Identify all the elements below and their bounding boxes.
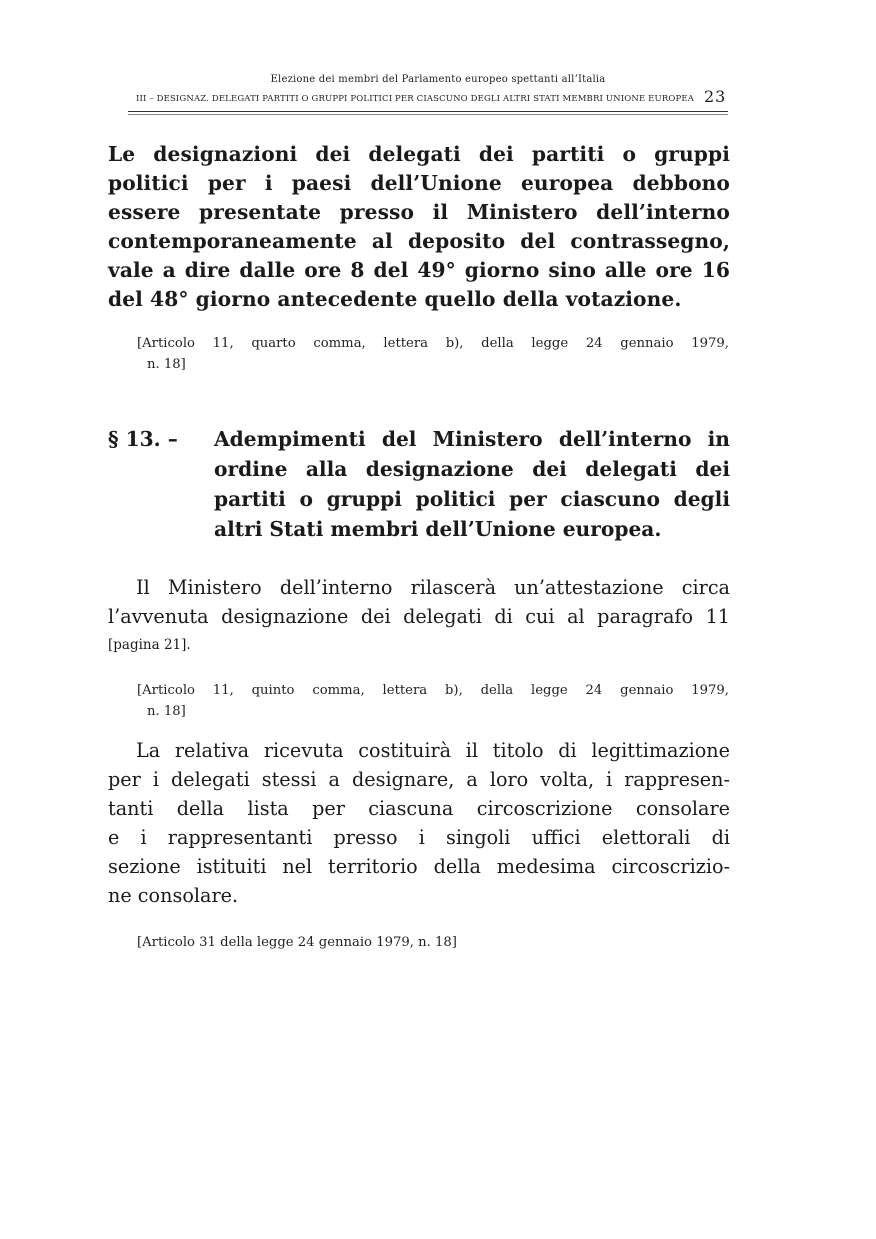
citation-1	[137, 333, 729, 375]
paragraph-line: per i delegati stessi a designare, a loro volta, i rappresen-	[108, 768, 730, 791]
citation-line: [Articolo 11, quinto comma, lettera b), della legge 24 gennaio 1979,	[137, 683, 729, 698]
paragraph-line: ne consolare.	[108, 884, 239, 907]
page-reference: [pagina 21].	[108, 637, 191, 653]
citation-3	[137, 932, 729, 953]
page-number: 23	[704, 87, 727, 106]
paragraph-3	[108, 736, 730, 910]
intro-line: essere presentate presso il Ministero dell’interno	[108, 200, 730, 224]
intro-line: politici per i paesi dell’Unione europea debbono	[108, 171, 730, 195]
paragraph-line: tanti della lista per ciascuna circoscrizione consolare	[108, 797, 730, 820]
section-title-line: Adempimenti del Ministero dell’interno in	[214, 427, 730, 451]
citation-2	[137, 680, 729, 722]
intro-line: del 48° giorno antecedente quello della votazione.	[108, 287, 682, 311]
intro-line: Le designazioni dei delegati dei partiti o gruppi	[108, 142, 730, 166]
section-title-line: partiti o gruppi politici per ciascuno degli	[214, 487, 730, 511]
section-number: § 13. –	[108, 427, 178, 451]
paragraph-line: e i rappresentanti presso i singoli uffici elettorali di	[108, 826, 730, 849]
citation-line: [Articolo 31 della legge 24 gennaio 1979, n. 18]	[137, 935, 457, 950]
intro-line: vale a dire dalle ore 8 del 49° giorno sino alle ore 16	[108, 258, 730, 282]
header-rule	[128, 111, 728, 112]
running-title: Elezione dei membri del Parlamento europeo spettanti all’Italia	[270, 74, 606, 85]
citation-line: [Articolo 11, quarto comma, lettera b), della legge 24 gennaio 1979,	[137, 336, 729, 351]
paragraph-line: Il Ministero dell’interno rilascerà un’attestazione circa	[136, 576, 730, 599]
header-rule-secondary	[128, 114, 728, 115]
citation-line: n. 18]	[147, 357, 186, 372]
intro-paragraph	[108, 140, 730, 314]
section-title	[214, 424, 730, 544]
paragraph-2	[108, 573, 730, 660]
paragraph-line: l’avvenuta designazione dei delegati di cui al paragrafo 11	[108, 605, 730, 628]
paragraph-line: sezione istituiti nel territorio della medesima circoscrizio-	[108, 855, 730, 878]
intro-line: contemporaneamente al deposito del contrassegno,	[108, 229, 730, 253]
section-title-line: altri Stati membri dell’Unione europea.	[214, 517, 662, 541]
section-running-title: III – DESIGNAZ. DELEGATI PARTITI O GRUPPI POLITICI PER CIASCUNO DEGLI ALTRI STATI MEMBRI UNIONE EUROPEA	[136, 94, 695, 104]
section-title-line: ordine alla designazione dei delegati dei	[214, 457, 730, 481]
paragraph-line: La relativa ricevuta costituirà il titolo di legittimazione	[136, 739, 730, 762]
citation-line: n. 18]	[147, 704, 186, 719]
